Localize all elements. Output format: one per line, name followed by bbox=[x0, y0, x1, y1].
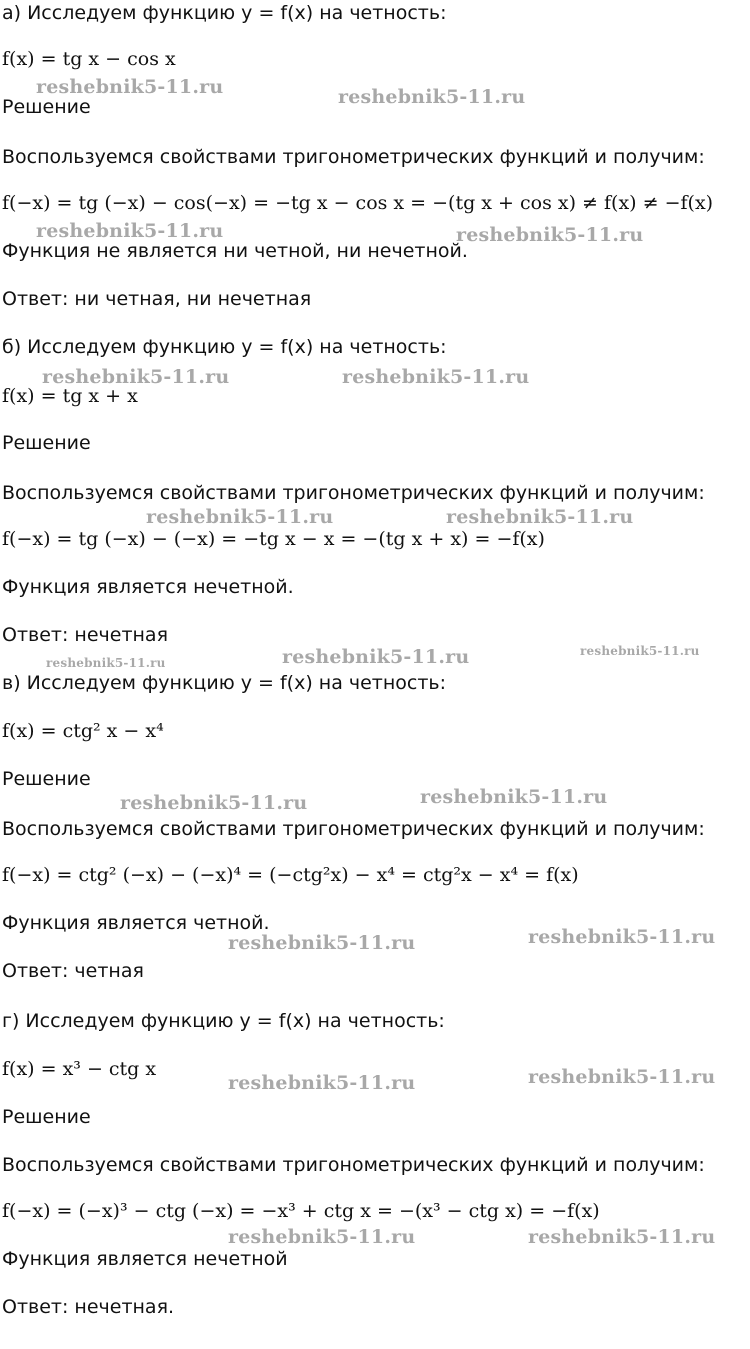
watermark: reshebnik5-11.ru bbox=[456, 224, 644, 246]
part-c-conclusion: Функция является четной. bbox=[2, 912, 270, 934]
part-c-heading: в) Исследуем функцию y = f(x) на четность: bbox=[2, 672, 447, 694]
watermark: reshebnik5-11.ru bbox=[528, 926, 716, 948]
part-a-heading: а) Исследуем функцию y = f(x) на четность: bbox=[2, 2, 447, 24]
watermark: reshebnik5-11.ru bbox=[46, 656, 166, 670]
watermark: reshebnik5-11.ru bbox=[120, 792, 308, 814]
part-a-intro: Воспользуемся свойствами тригонометрических функций и получим: bbox=[2, 146, 705, 168]
watermark: reshebnik5-11.ru bbox=[228, 1226, 416, 1248]
part-c-derivation: f(−x) = ctg² (−x) − (−x)⁴ = (−ctg²x) − x⁴ = ctg²x − x⁴ = f(x) bbox=[2, 864, 579, 886]
part-b-derivation: f(−x) = tg (−x) − (−x) = −tg x − x = −(tg x + x) = −f(x) bbox=[2, 528, 545, 550]
part-b-function: f(x) = tg x + x bbox=[2, 385, 138, 407]
part-c-intro: Воспользуемся свойствами тригонометрических функций и получим: bbox=[2, 818, 705, 840]
watermark: reshebnik5-11.ru bbox=[36, 220, 224, 242]
watermark: reshebnik5-11.ru bbox=[36, 76, 224, 98]
part-a-answer: Ответ: ни четная, ни нечетная bbox=[2, 288, 312, 310]
part-d-conclusion: Функция является нечетной bbox=[2, 1248, 288, 1270]
part-b-solution-label: Решение bbox=[2, 432, 91, 454]
part-b-intro: Воспользуемся свойствами тригонометрических функций и получим: bbox=[2, 482, 705, 504]
watermark: reshebnik5-11.ru bbox=[528, 1226, 716, 1248]
part-d-derivation: f(−x) = (−x)³ − ctg (−x) = −x³ + ctg x = −(x³ − ctg x) = −f(x) bbox=[2, 1200, 600, 1222]
watermark: reshebnik5-11.ru bbox=[228, 932, 416, 954]
watermark: reshebnik5-11.ru bbox=[42, 366, 230, 388]
watermark: reshebnik5-11.ru bbox=[446, 506, 634, 528]
part-c-answer: Ответ: четная bbox=[2, 960, 144, 982]
part-b-heading: б) Исследуем функцию y = f(x) на четность: bbox=[2, 336, 447, 358]
watermark: reshebnik5-11.ru bbox=[528, 1066, 716, 1088]
watermark: reshebnik5-11.ru bbox=[338, 86, 526, 108]
part-d-function: f(x) = x³ − ctg x bbox=[2, 1058, 157, 1080]
part-a-derivation: f(−x) = tg (−x) − cos(−x) = −tg x − cos x = −(tg x + cos x) ≠ f(x) ≠ −f(x) bbox=[2, 192, 714, 214]
part-b-conclusion: Функция является нечетной. bbox=[2, 576, 294, 598]
part-d-heading: г) Исследуем функцию y = f(x) на четность: bbox=[2, 1010, 445, 1032]
watermark: reshebnik5-11.ru bbox=[228, 1072, 416, 1094]
part-b-answer: Ответ: нечетная bbox=[2, 624, 169, 646]
watermark: reshebnik5-11.ru bbox=[580, 644, 700, 658]
part-c-solution-label: Решение bbox=[2, 768, 91, 790]
watermark: reshebnik5-11.ru bbox=[342, 366, 530, 388]
part-a-function: f(x) = tg x − cos x bbox=[2, 48, 176, 70]
part-d-solution-label: Решение bbox=[2, 1106, 91, 1128]
part-a-solution-label: Решение bbox=[2, 96, 91, 118]
part-a-conclusion: Функция не является ни четной, ни нечетной. bbox=[2, 240, 468, 262]
part-d-answer: Ответ: нечетная. bbox=[2, 1296, 175, 1318]
part-c-function: f(x) = ctg² x − x⁴ bbox=[2, 720, 164, 742]
part-d-intro: Воспользуемся свойствами тригонометрических функций и получим: bbox=[2, 1154, 705, 1176]
watermark: reshebnik5-11.ru bbox=[282, 646, 470, 668]
watermark: reshebnik5-11.ru bbox=[420, 786, 608, 808]
watermark: reshebnik5-11.ru bbox=[146, 506, 334, 528]
